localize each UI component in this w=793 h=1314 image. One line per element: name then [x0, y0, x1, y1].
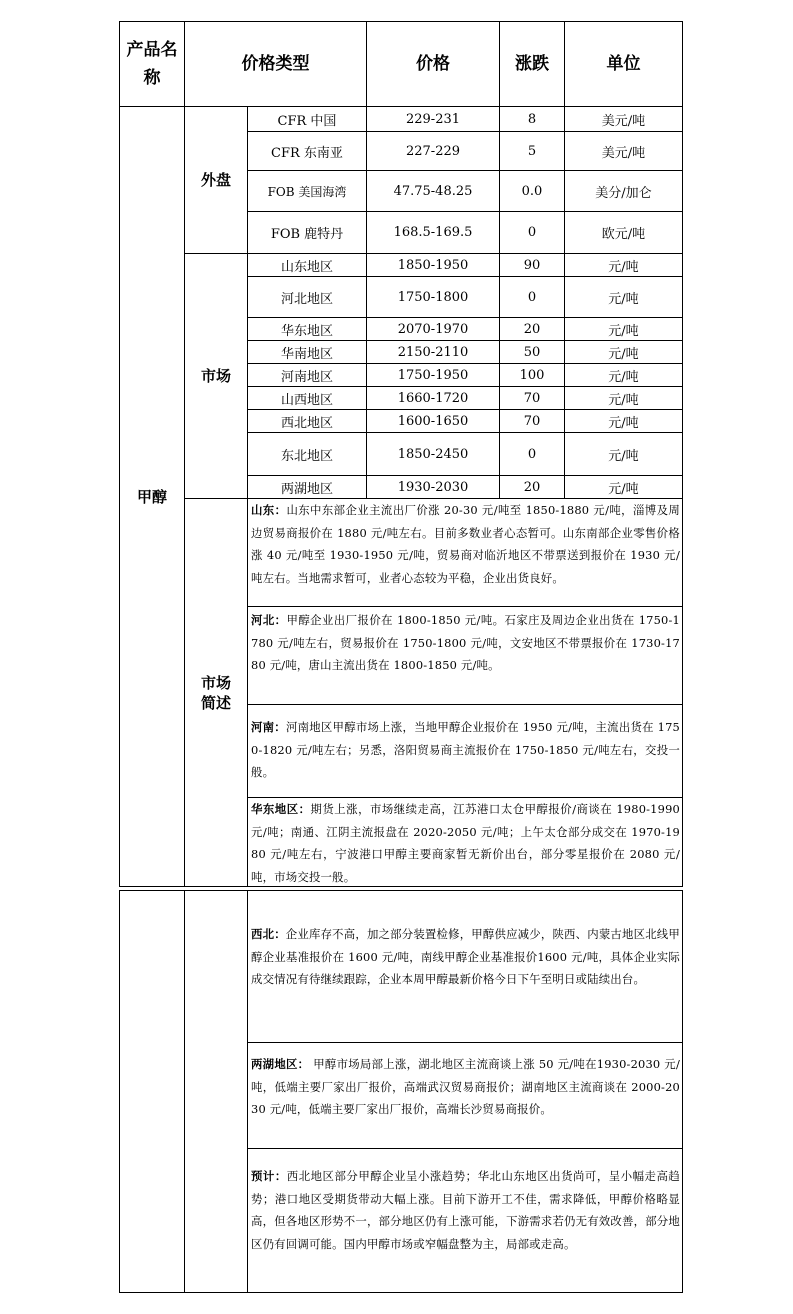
price-type-cell: 山东地区 — [280, 259, 333, 275]
change-cell: 20 — [523, 479, 541, 495]
price-cell: 229-231 — [405, 111, 461, 127]
price-type-cell: 华东地区 — [280, 323, 333, 339]
price-type-cell: CFR 东南亚 — [271, 145, 343, 161]
price-type-cell: 西北地区 — [280, 415, 333, 431]
price-cell: 1850-2450 — [397, 446, 469, 462]
header-unit: 单位 — [606, 54, 641, 74]
unit-cell: 元/吨 — [608, 323, 639, 339]
unit-cell: 美元/吨 — [601, 145, 646, 161]
header-price: 价格 — [416, 54, 450, 74]
summary-northwest: 西北：企业库存不高，加之部分装置检修，甲醇供应减少，陕西、内蒙古地区北线甲醇企业基准报价在 1600 元/吨，南线甲醇企业基准报价1600 元/吨，具体企业实际成交情况有待继续跟踪，企业本周甲醇最新价格今日下午至明日或陆续出台。 — [251, 927, 680, 987]
header-price-type: 价格类型 — [241, 54, 310, 74]
price-type-cell: 山西地区 — [280, 392, 333, 408]
unit-cell: 美元/吨 — [601, 113, 646, 129]
unit-cell: 元/吨 — [608, 415, 639, 431]
unit-cell: 元/吨 — [608, 392, 639, 408]
price-type-cell: 华南地区 — [280, 346, 333, 362]
price-cell: 1600-1650 — [397, 413, 469, 429]
change-cell: 50 — [523, 344, 541, 360]
price-cell: 47.75-48.25 — [393, 183, 473, 199]
change-cell: 90 — [523, 257, 541, 273]
unit-cell: 欧元/吨 — [601, 227, 646, 242]
header-product-name: 产品名称 — [126, 40, 178, 88]
change-cell: 70 — [523, 390, 541, 406]
summary-shandong: 山东：山东中东部企业主流出厂价涨 20-30 元/吨至 1850-1880 元/吨，淄博及周边贸易商报价在 1880 元/吨左右。目前多数业者心态暂可。山东南部企业零售价格涨 40 元/吨至 1930-1950 元/吨，贸易商对临沂地区不带票送到报价在 1930 元/吨左右。当地需求暂可，业者心态较为平稳，企业出货良好。 — [251, 503, 680, 585]
summary-east-china: 华东地区：期货上涨，市场继续走高，江苏港口太仓甲醇报价/商谈在 1980-1990 元/吨；南通、江阴主流报盘在 2020-2050 元/吨；上午太仓部分成交在 1970-1980 元/吨左右，宁波港口甲醇主要商家暂无新价出台，部分零星报价在 2080 元/吨，市场交投一般。 — [251, 802, 680, 884]
price-type-cell: 两湖地区 — [280, 481, 333, 497]
price-cell: 2070-1970 — [397, 321, 469, 337]
price-cell: 2150-2110 — [397, 344, 469, 360]
summary-lianghu: 两湖地区： 甲醇市场局部上涨，湖北地区主流商谈上涨 50 元/吨在1930-2030 元/吨，低端主要厂家出厂报价，高端武汉贸易商报价；湖南地区主流商谈在 2000-2030 元/吨，低端主要厂家出厂报价，高端长沙贸易商报价。 — [251, 1057, 680, 1117]
change-cell: 5 — [527, 143, 537, 159]
unit-cell: 元/吨 — [608, 481, 639, 497]
change-cell: 0.0 — [521, 183, 543, 199]
unit-cell: 元/吨 — [608, 346, 639, 362]
group-summary: 市场简述 — [200, 673, 231, 712]
price-cell: 168.5-169.5 — [393, 225, 473, 240]
change-cell: 8 — [527, 111, 537, 127]
price-cell: 227-229 — [405, 143, 461, 159]
price-type-cell: 河北地区 — [280, 291, 333, 307]
summary-hebei: 河北：甲醇企业出厂报价在 1800-1850 元/吨。石家庄及周边企业出货在 1750-1780 元/吨左右，贸易报价在 1750-1800 元/吨，文安地区不带票报价在 1730-1780 元/吨，唐山主流出货在 1800-1850 元/吨。 — [251, 613, 680, 673]
price-cell: 1930-2030 — [397, 479, 469, 495]
price-cell: 1660-1720 — [397, 390, 469, 406]
price-cell: 1750-1950 — [397, 367, 469, 383]
summary-henan: 河南：河南地区甲醇市场上涨，当地甲醇企业报价在 1950 元/吨，主流出货在 1750-1820 元/吨左右；另悉，洛阳贸易商主流报价在 1750-1850 元/吨左右，交投一般。 — [251, 720, 680, 780]
price-cell: 1750-1800 — [397, 289, 469, 305]
header-change: 涨跌 — [515, 54, 549, 74]
product-name-methanol: 甲醇 — [136, 487, 167, 506]
price-type-cell: FOB 鹿特丹 — [270, 227, 344, 242]
price-type-cell: 东北地区 — [280, 448, 333, 464]
price-type-cell: FOB 美国海湾 — [267, 184, 347, 199]
unit-cell: 元/吨 — [608, 291, 639, 307]
unit-cell: 元/吨 — [608, 369, 639, 385]
unit-cell: 元/吨 — [608, 448, 639, 464]
change-cell: 0 — [527, 225, 537, 240]
unit-cell: 美分/加仑 — [595, 185, 652, 201]
price-cell: 1850-1950 — [397, 257, 469, 273]
change-cell: 70 — [523, 413, 541, 429]
change-cell: 20 — [523, 321, 541, 337]
change-cell: 100 — [519, 367, 545, 383]
change-cell: 0 — [527, 446, 537, 462]
unit-cell: 元/吨 — [608, 259, 639, 275]
change-cell: 0 — [527, 289, 537, 305]
price-type-cell: 河南地区 — [280, 369, 333, 385]
price-type-cell: CFR 中国 — [277, 113, 337, 129]
group-market: 市场 — [200, 367, 231, 385]
summary-forecast: 预计：西北地区部分甲醇企业呈小涨趋势；华北山东地区出货尚可，呈小幅走高趋势；港口地区受期货带动大幅上涨。目前下游开工不佳，需求降低，甲醇价格略显高，但各地区形势不一，部分地区仍有上涨可能，下游需求若仍无有效改善，部分地区仍有回调可能。国内甲醇市场或窄幅盘整为主，局部或走高。 — [251, 1169, 680, 1251]
group-external: 外盘 — [200, 171, 231, 189]
